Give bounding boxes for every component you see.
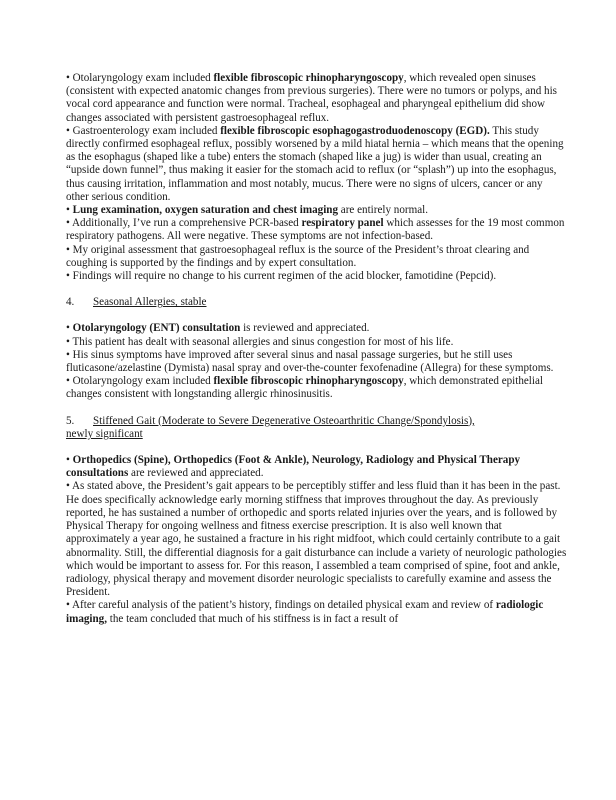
bold-text: respiratory panel: [301, 217, 384, 230]
section-heading-allergies: [66, 296, 568, 309]
paragraph-analysis: [66, 599, 568, 625]
section-title: newly significant: [66, 427, 143, 440]
paragraph-ent-exam: [66, 72, 568, 125]
paragraph-respiratory-panel: [66, 217, 568, 243]
text: •: [66, 454, 73, 467]
paragraph-gi-exam: [66, 125, 568, 204]
text: • Otolaryngology exam included: [66, 375, 214, 388]
bold-text: flexible fibroscopic esophagogastroduodenoscopy (EGD).: [220, 124, 490, 137]
paragraph-sinus-symptoms: • His sinus symptoms have improved after several sinus and nasal passage surgeries, but he still uses fluticasone/azelastine (Dymista) nasal spray and over-the-counter fexofenadine (Allegra) for these symptoms.: [66, 348, 554, 375]
bold-text: Lung examination, oxygen saturation and chest imaging: [72, 204, 339, 217]
text: are entirely normal.: [338, 204, 428, 217]
section-heading-gait: [66, 415, 568, 428]
text: •: [66, 322, 73, 335]
section-title: Seasonal Allergies, stable: [93, 296, 207, 309]
text: •: [66, 204, 73, 217]
paragraph-findings: • Findings will require no change to his current regimen of the acid blocker, famotidine (Pepcid).: [66, 270, 497, 283]
bold-text: flexible fibroscopic rhinopharyngoscopy: [213, 72, 404, 84]
paragraph-lung-exam: [66, 204, 568, 217]
bold-text: radiologic imaging,: [66, 599, 544, 625]
paragraph-original-assessment: • My original assessment that gastroesophageal reflux is the source of the President’s throat clearing and coughing is supported by the findings and by expert consultation.: [66, 243, 530, 269]
paragraph-consultations: [66, 454, 568, 480]
text: , which revealed open sinuses (consistent with expected anatomic changes from previous surgeries). There were no tumors or polyps, and his vocal cord appearance and function were normal. Tracheal, esophageal and pharyngeal epithelium did show changes associated with persistent gastroesophageal reflux.: [66, 72, 557, 124]
text: are reviewed and appreciated.: [128, 467, 264, 480]
text: This study directly confirmed esophageal reflux, possibly worsened by a mild hiatal hernia – which means that the opening as the esophagus (shaped like a tube) enters the stomach (shaped like a jug) is wider than usual, creating an “upside down funnel”, thus making it easier for the stomach acid to reflux (or “splash”) up into the esophagus, thus causing irritation, inflammation and most notably, mucus. There were no signs of ulcers, cancer or any other serious condition.: [66, 124, 564, 203]
text: • Additionally, I’ve run a comprehensive PCR-based: [66, 217, 302, 230]
section-number: 4.: [66, 296, 75, 309]
text: the team concluded that much of his stiffness is in fact a result of: [107, 612, 399, 625]
paragraph-ent-consult: [66, 322, 568, 335]
section-number: 5.: [66, 414, 75, 427]
text: • After careful analysis of the patient’s history, findings on detailed physical exam and review of: [66, 599, 496, 612]
bold-text: flexible fibroscopic rhinopharyngoscopy: [213, 375, 404, 388]
text: • Otolaryngology exam included: [66, 72, 214, 84]
paragraph-ent-exam-allergy: [66, 375, 568, 401]
text: , which demonstrated epithelial changes consistent with longstanding allergic rhinosinusitis.: [66, 375, 543, 401]
bold-text: Otolaryngology (ENT) consultation: [72, 322, 241, 335]
paragraph-allergy-history: • This patient has dealt with seasonal allergies and sinus congestion for most of his life.: [66, 335, 454, 348]
text: which assesses for the 19 most common respiratory pathogens. All were negative. These symptoms are not infection-based.: [66, 217, 565, 243]
section-title: Stiffened Gait (Moderate to Severe Degenerative Osteoarthritic Change/Spondylosis),: [93, 414, 475, 427]
bold-text: Orthopedics (Spine), Orthopedics (Foot & Ankle), Neurology, Radiology and Physical Therapy consultations: [66, 454, 521, 480]
section-heading-gait-continued: [66, 428, 568, 441]
text: is reviewed and appreciated.: [240, 322, 370, 335]
text: • Gastroenterology exam included: [66, 124, 221, 137]
paragraph-gait-description: • As stated above, the President’s gait appears to be perceptibly stiffer and less fluid than it has been in the past. He does specifically acknowledge early morning stiffness that improves throughout the day. As previously reported, he has sustained a number of orthopedic and sports related injuries over the years, and is followed by Physical Therapy for ongoing wellness and fitness exercise prescription. It is also well known that approximately a year ago, he sustained a fracture in his right midfoot, which could certainly contribute to a gait abnormality. Still, the differential diagnosis for a gait disturbance can include a variety of neurologic pathologies which would be important to assess for. For this reason, I assembled a team comprised of spine, foot and ankle, radiology, physical therapy and movement disorder neurologic specialists to carefully examine and assess the President.: [66, 480, 567, 599]
